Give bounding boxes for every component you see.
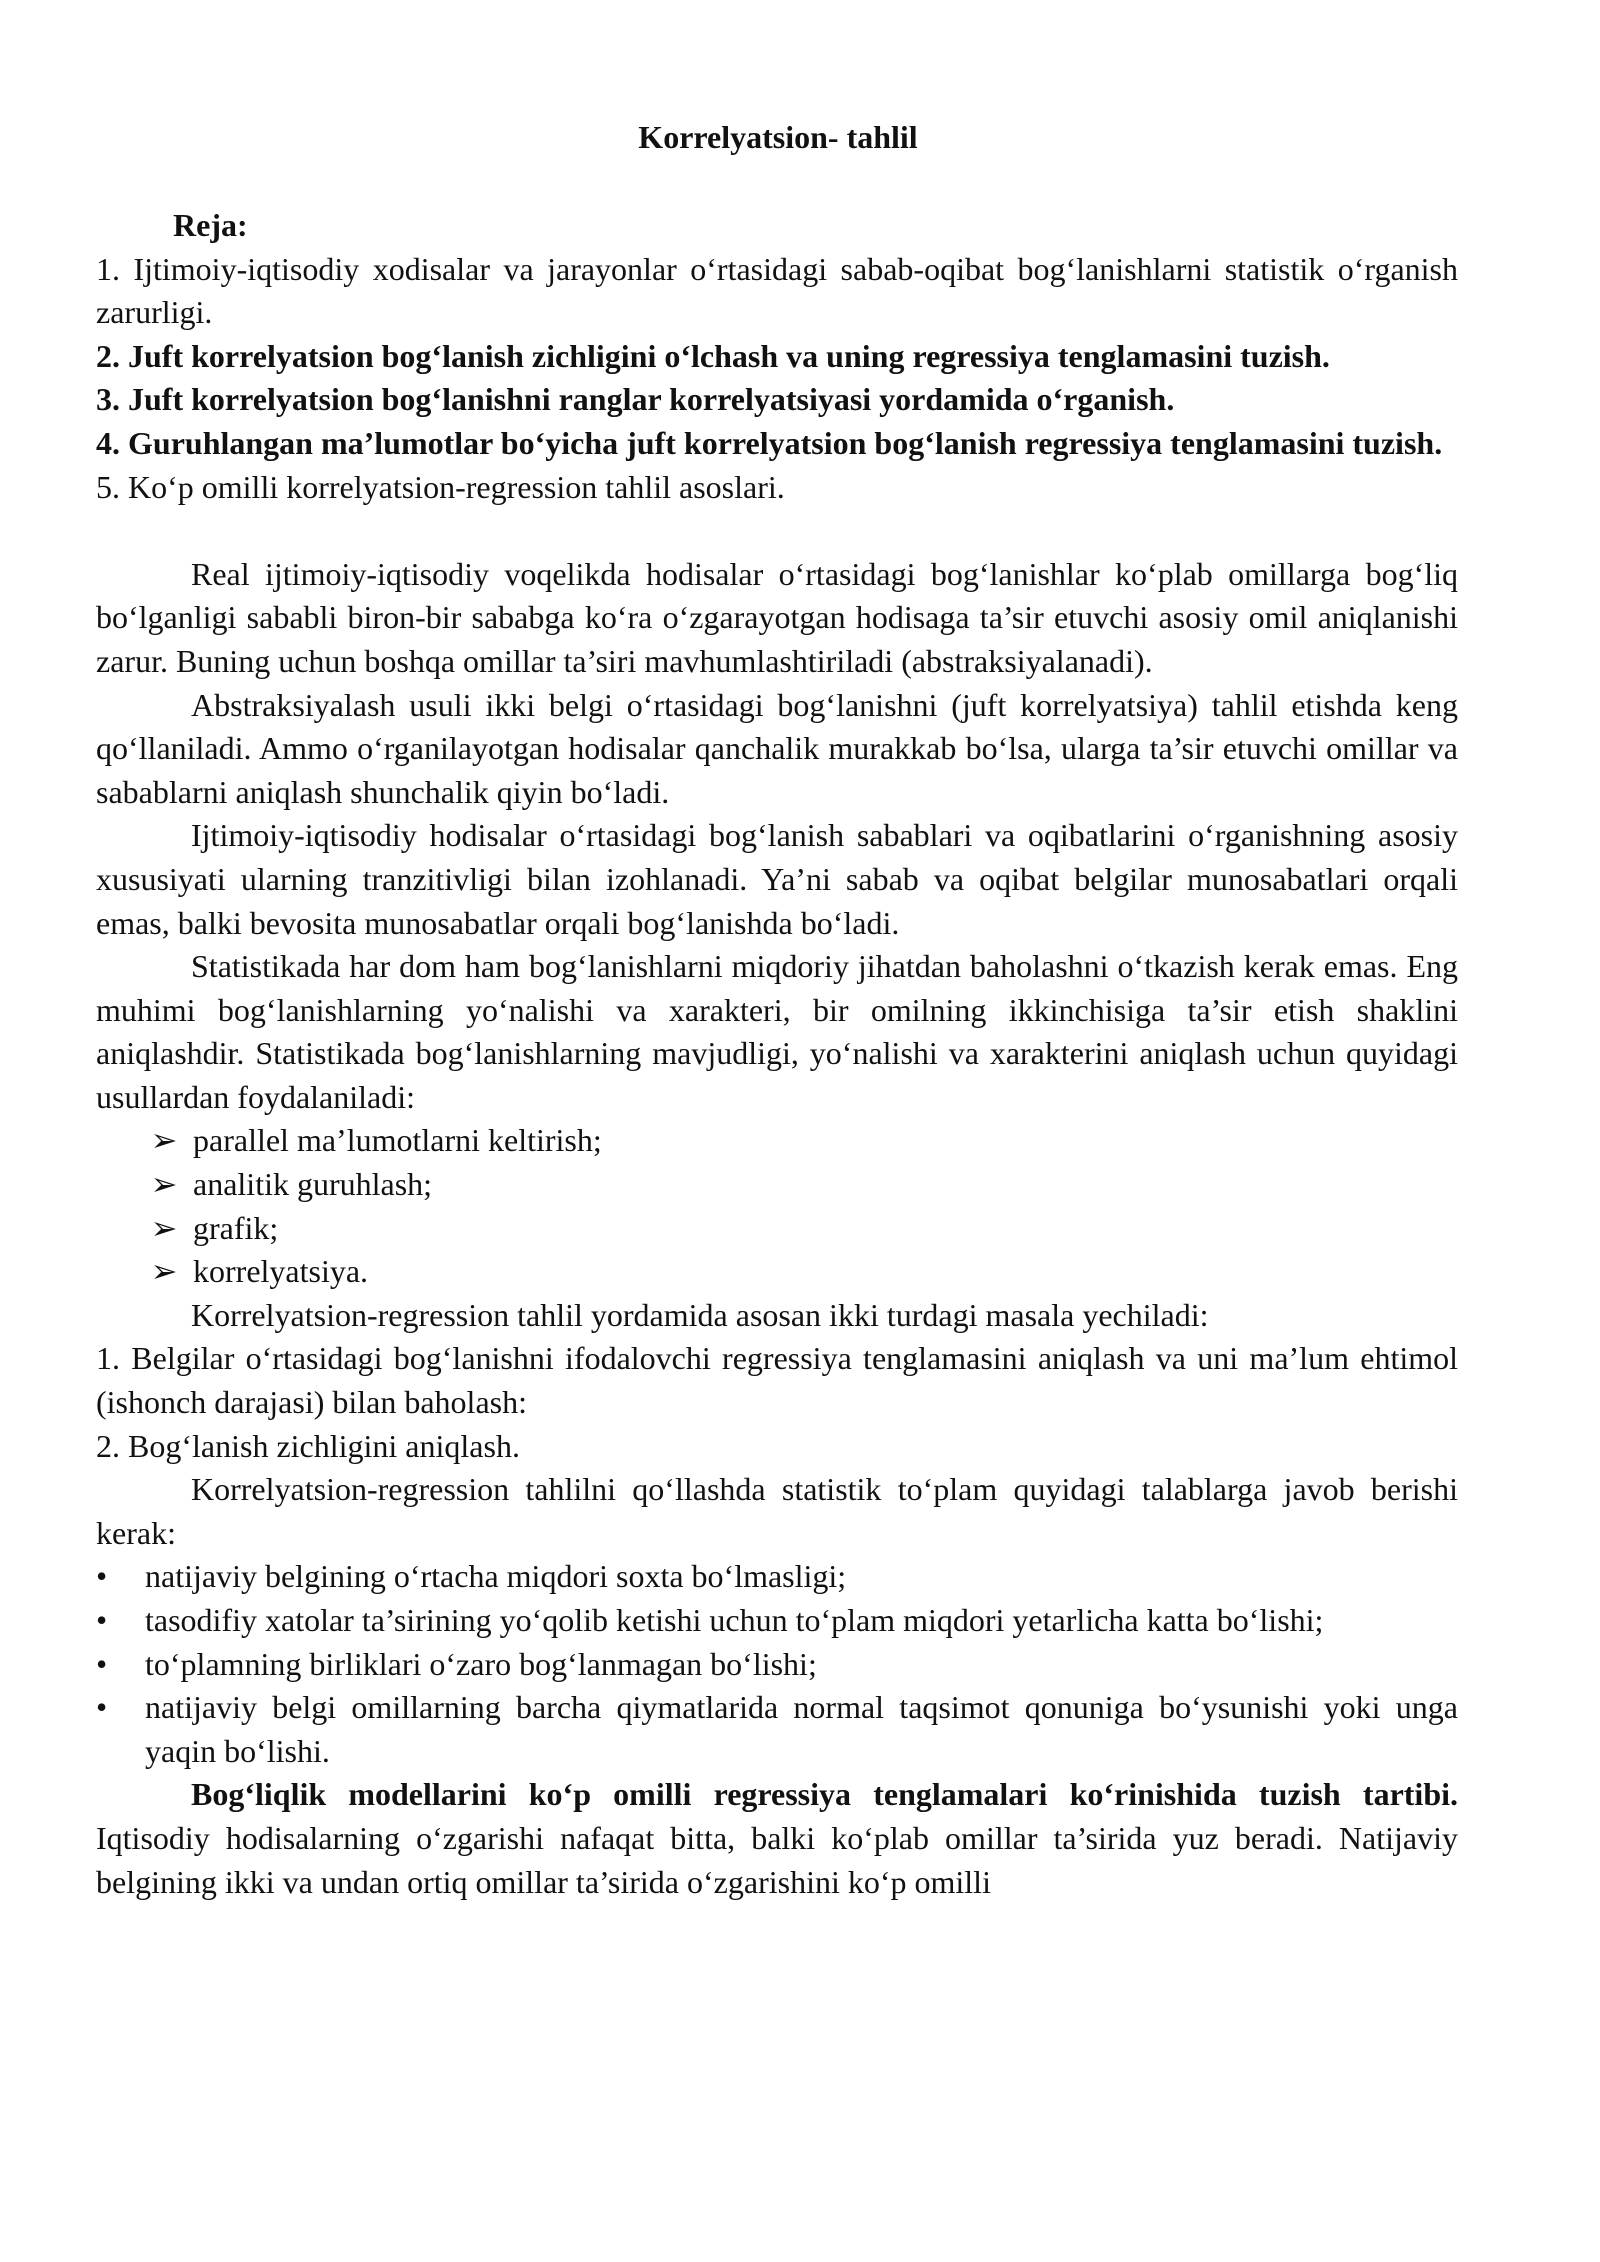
list-item: ➢ grafik;: [96, 1207, 1458, 1251]
requirements-intro: Korrelyatsion-regression tahlilni qo‘llashda statistik to‘plam quyidagi talablarga javob berishi kerak:: [96, 1471, 1458, 1551]
section-heading: Bog‘liqlik modellarini ko‘p omilli regressiya tenglamalari ko‘rinishida tuzish tartibi.: [191, 1776, 1458, 1813]
list-item: • tasodifiy xatolar ta’sirining yo‘qolib ketishi uchun to‘plam miqdori yetarlicha katta bo‘lishi;: [96, 1599, 1458, 1643]
paragraph-4: Statistikada har dom ham bog‘lanishlarni miqdoriy jihatdan baholashni o‘tkazish kerak emas. Eng muhimi bog‘lanishlarning yo‘nalishi va xarakteri, bir omilning ikkinchisiga ta’sir etish shaklini aniqlashdir. Statistikada bog‘lanishlarning mavjudligi, yo‘nalishi va xarakterini aniqlash uchun quyidagi usullardan foydalaniladi:: [96, 948, 1458, 1115]
list-item: ➢ analitik guruhlash;: [96, 1163, 1458, 1207]
arrow-bullet-icon: ➢: [150, 1122, 178, 1159]
paragraph-1: Real ijtimoiy-iqtisodiy voqelikda hodisalar o‘rtasidagi bog‘lanishlar ko‘plab omillarga bog‘liq bo‘lganligi sababli biron-bir sababga ko‘ra o‘zgarayotgan hodisaga ta’sir etuvchi asosiy omil aniqlanishi zarur. Buning uchun boshqa omillar ta’siri mavhumlashtiriladi (abstraksiyalanadi).: [96, 555, 1458, 679]
list-item: ➢ parallel ma’lumotlarni keltirish;: [96, 1119, 1458, 1163]
task-2: 2. Bog‘lanish zichligini aniqlash.: [96, 1427, 520, 1464]
final-paragraph-text: Iqtisodiy hodisalarning o‘zgarishi nafaqat bitta, balki ko‘plab omillar ta’sirida yuz beradi. Natijaviy belgining ikki va undan ortiq omillar ta’sirida o‘zgarishini ko‘p omilli: [96, 1819, 1458, 1900]
bullet-icon: •: [96, 1645, 108, 1682]
spacer: [96, 509, 1458, 553]
document-title: Korrelyatsion- tahlil: [638, 119, 918, 155]
list-item: • natijaviy belgining o‘rtacha miqdori soxta bo‘lmasligi;: [96, 1555, 1458, 1599]
arrow-bullet-icon: ➢: [150, 1209, 178, 1246]
arrow-bullet-icon: ➢: [150, 1253, 178, 1290]
plan-heading: Reja:: [173, 207, 248, 243]
plan-item-3: 3. Juft korrelyatsion bog‘lanishni ranglar korrelyatsiyasi yordamida o‘rganish.: [96, 381, 1175, 418]
list-item: ➢ korrelyatsiya.: [96, 1250, 1458, 1294]
plan-item-5: 5. Ko‘p omilli korrelyatsion-regression tahlil asoslari.: [96, 468, 785, 505]
plan-item-4: 4. Guruhlangan ma’lumotlar bo‘yicha juft korrelyatsion bog‘lanish regressiya tenglamasini tuzish.: [96, 424, 1443, 461]
paragraph-3: Ijtimoiy-iqtisodiy hodisalar o‘rtasidagi bog‘lanish sabablari va oqibatlarini o‘rganishning asosiy xususiyati ularning tranzitivligi bilan izohlanadi. Ya’ni sabab va oqibat belgilar munosabatlari orqali emas, balki bevosita munosabatlar orqali bog‘lanishda bo‘ladi.: [96, 817, 1458, 941]
arrow-bullet-icon: ➢: [150, 1166, 178, 1203]
plan-item-1: 1. Ijtimoiy-iqtisodiy xodisalar va jarayonlar o‘rtasidagi sabab-oqibat bog‘lanishlarni statistik o‘rganish zarurligi.: [96, 250, 1458, 331]
bullet-icon: •: [96, 1558, 108, 1595]
document-body: [96, 204, 1458, 1904]
plan-item-2: 2. Juft korrelyatsion bog‘lanish zichligini o‘lchash va uning regressiya tenglamasini tuzish.: [96, 337, 1330, 374]
methods-list: [96, 1119, 1458, 1293]
requirements-list: [96, 1555, 1458, 1773]
paragraph-2: Abstraksiyalash usuli ikki belgi o‘rtasidagi bog‘lanishni (juft korrelyatsiya) tahlil etishda keng qo‘llaniladi. Ammo o‘rganilayotgan hodisalar qanchalik murakkab bo‘lsa, ularga ta’sir etuvchi omillar va sabablarni aniqlash shunchalik qiyin bo‘ladi.: [96, 686, 1458, 810]
list-item: • natijaviy belgi omillarning barcha qiymatlarida normal taqsimot qonuniga bo‘ysunishi yoki unga yaqin bo‘lishi.: [96, 1686, 1458, 1773]
tasks-intro: Korrelyatsion-regression tahlil yordamida asosan ikki turdagi masala yechiladi:: [191, 1296, 1209, 1333]
bullet-icon: •: [96, 1689, 108, 1726]
task-1: 1. Belgilar o‘rtasidagi bog‘lanishni ifodalovchi regressiya tenglamasini aniqlash va uni ma’lum ehtimol (ishonch darajasi) bilan baholash:: [96, 1340, 1458, 1421]
list-item: • to‘plamning birliklari o‘zaro bog‘lanmagan bo‘lishi;: [96, 1643, 1458, 1687]
final-paragraph: [96, 1773, 1458, 1904]
bullet-icon: •: [96, 1602, 108, 1638]
